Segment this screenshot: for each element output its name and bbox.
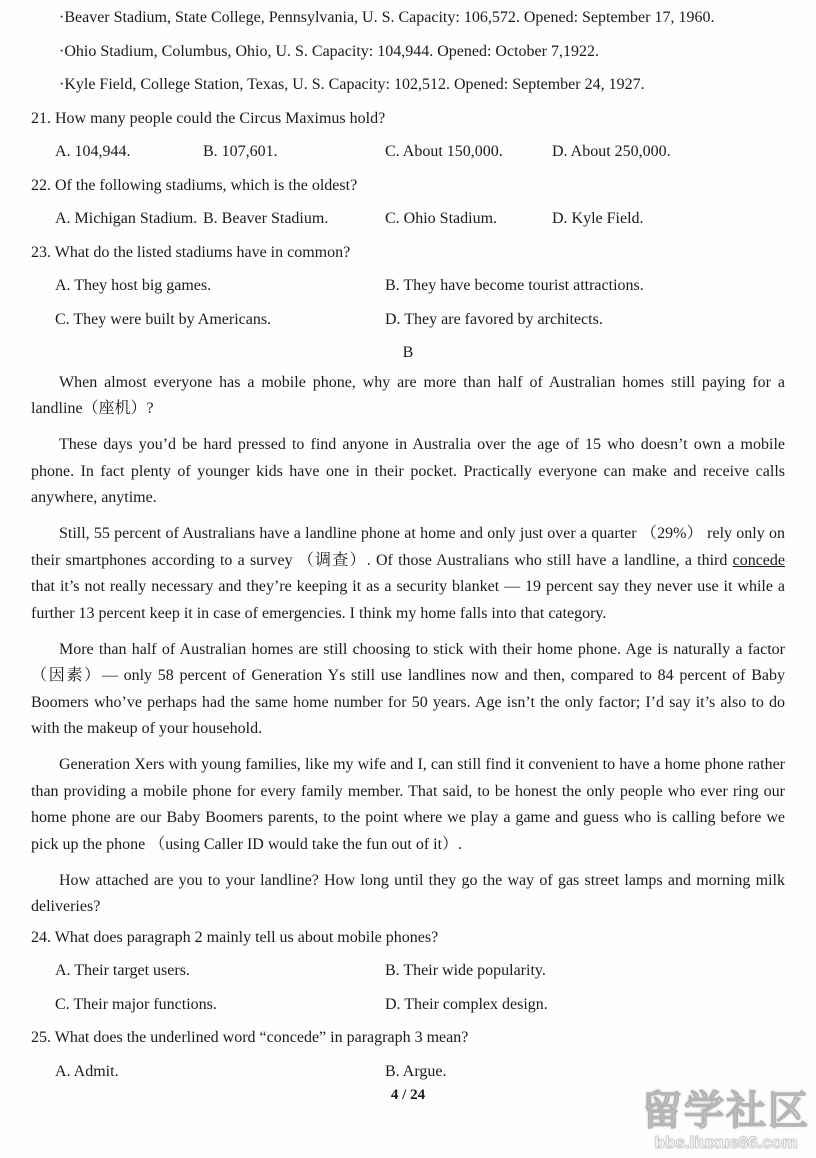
q23-option-c: C. They were built by Americans. xyxy=(55,310,272,328)
passage-paragraph-4: More than half of Australian homes are still choosing to stick with their home phone. Age is naturally a factor（因素）— only 58 percent of Generation Ys still use landlines now and then, compared to 84 percent of Baby Boomers who’ve perhaps had the same home number for 50 years. Age isn’t the only factor; I’d say it’s also to do with the makeup of your household. xyxy=(31,640,785,737)
q23-option-b: B. They have become tourist attractions. xyxy=(385,277,644,294)
question-number: 21. xyxy=(31,109,51,127)
watermark-site-name: 留学社区 xyxy=(642,1089,810,1133)
question-25 xyxy=(31,1021,785,1055)
watermark xyxy=(642,1089,810,1152)
q21-option-a: A. 104,944. xyxy=(55,143,131,160)
q21-option-b: B. 107,601. xyxy=(203,143,278,160)
question-number: 23. xyxy=(31,243,51,261)
q25-option-a: A. Admit. xyxy=(55,1062,119,1080)
question-23 xyxy=(31,236,785,270)
passage-b-heading: B xyxy=(402,344,414,361)
watermark-site-url: bbs.liuxue86.com xyxy=(654,1133,798,1152)
q22-option-a: A. Michigan Stadium. xyxy=(55,210,198,227)
question-number: 24. xyxy=(31,928,51,946)
question-22-options xyxy=(31,202,785,236)
paragraph-3-text-after: that it’s not really necessary and they’re keeping it as a security blanket — 19 percent say they never use it while a further 13 percent keep it in case of emergencies. I think my home falls into that category. xyxy=(31,578,785,622)
question-24-options-cd xyxy=(31,988,785,1022)
q24-option-b: B. Their wide popularity. xyxy=(385,962,546,979)
question-text: What do the listed stadiums have in common? xyxy=(54,243,351,261)
passage-paragraph-5: Generation Xers with young families, like my wife and I, can still find it convenient to have a home phone rather than providing a mobile phone for every family member. That said, to be honest the only people who ever ring our home phone are our Baby Boomers parents, to the point where we play a game and guess who is calling before we pick up the phone （using Caller ID would take the fun out of it）. xyxy=(31,756,785,853)
q25-option-b: B. Argue. xyxy=(385,1062,447,1080)
question-23-options-ab xyxy=(31,269,785,303)
q24-option-d: D. Their complex design. xyxy=(385,995,548,1013)
stadium-list xyxy=(31,1,785,102)
passage-paragraph-6: How attached are you to your landline? How long until they go the way of gas street lamps and morning milk deliveries? xyxy=(31,871,785,915)
question-22 xyxy=(31,169,785,203)
q22-option-d: D. Kyle Field. xyxy=(552,210,644,227)
q21-option-c: C. About 150,000. xyxy=(385,143,503,160)
q23-option-a: A. They host big games. xyxy=(55,277,212,294)
question-text: Of the following stadiums, which is the oldest? xyxy=(55,176,358,194)
question-25-options-ab xyxy=(31,1055,785,1089)
passage-paragraph-2: These days you’d be hard pressed to find anyone in Australia over the age of 15 who doesn’t own a mobile phone. In fact plenty of younger kids have one in their pocket. Practically everyone can make and receive calls anywhere, anytime. xyxy=(31,436,785,506)
passage-paragraph-1: When almost everyone has a mobile phone, why are more than half of Australian homes still paying for a landline（座机）? xyxy=(31,373,785,417)
question-24-options-ab xyxy=(31,954,785,988)
stadium-list-item: ·Kyle Field, College Station, Texas, U. S. Capacity: 102,512. Opened: September 24, 1927. xyxy=(59,76,645,93)
q24-option-a: A. Their target users. xyxy=(55,962,190,979)
question-24 xyxy=(31,921,785,955)
q21-option-d: D. About 250,000. xyxy=(552,143,671,160)
passage-paragraph-3 xyxy=(31,521,785,627)
page-content xyxy=(31,1,785,1088)
question-23-options-cd xyxy=(31,303,785,337)
question-text: What does the underlined word “concede” in paragraph 3 mean? xyxy=(54,1029,469,1046)
question-number: 25. xyxy=(31,1029,51,1046)
q23-option-d: D. They are favored by architects. xyxy=(385,310,603,328)
question-number: 22. xyxy=(31,176,51,194)
q22-option-b: B. Beaver Stadium. xyxy=(203,210,329,227)
question-21-options xyxy=(31,135,785,169)
stadium-list-item: ·Beaver Stadium, State College, Pennsylvania, U. S. Capacity: 106,572. Opened: September 17, 1960. xyxy=(59,9,715,26)
question-text: What does paragraph 2 mainly tell us about mobile phones? xyxy=(54,928,439,946)
q24-option-c: C. Their major functions. xyxy=(55,995,217,1013)
stadium-list-item: ·Ohio Stadium, Columbus, Ohio, U. S. Capacity: 104,944. Opened: October 7,1922. xyxy=(59,42,599,60)
page-number: 4 / 24 xyxy=(390,1087,426,1103)
question-text: How many people could the Circus Maximus hold? xyxy=(55,109,386,127)
passage-b xyxy=(31,370,785,921)
q22-option-c: C. Ohio Stadium. xyxy=(385,210,498,227)
paragraph-3-text-before: Still, 55 percent of Australians have a landline phone at home and only just over a quarter （29%） rely only on their smartphones according to a survey （调查）. Of those Australians who still have a landline, a third xyxy=(31,525,786,569)
question-21 xyxy=(31,102,785,136)
underlined-word-concede: concede xyxy=(732,551,785,569)
